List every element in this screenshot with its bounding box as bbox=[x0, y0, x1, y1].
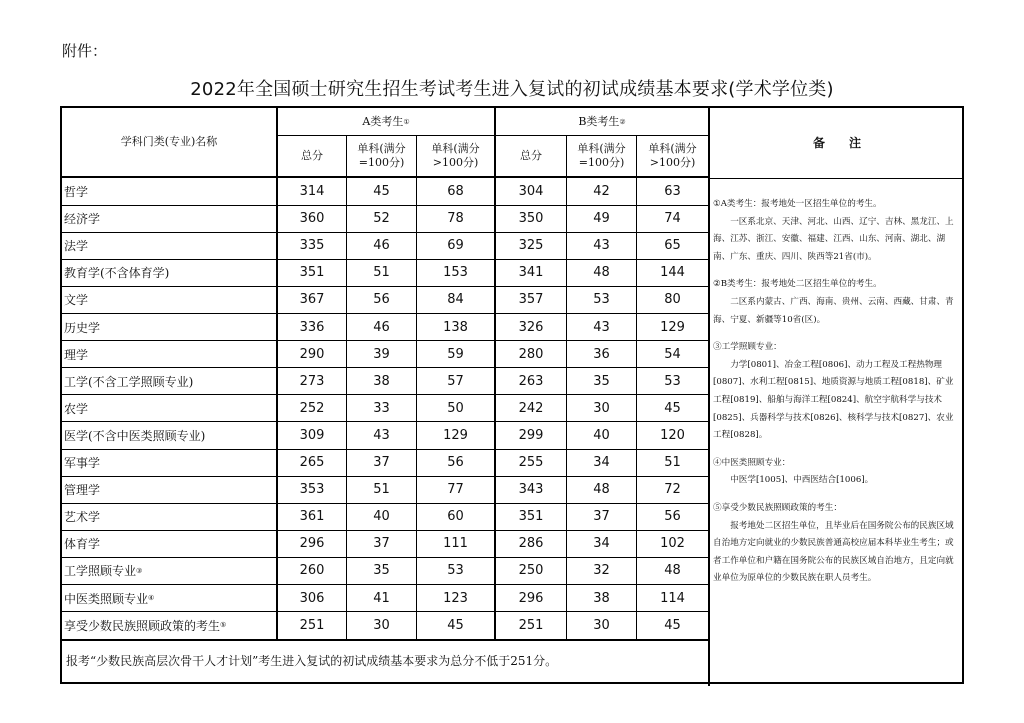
table-cell: 45 bbox=[664, 400, 681, 416]
note-paragraph: ②B类考生：报考地处二区招生单位的考生。 bbox=[713, 279, 882, 290]
notes-column-header: 备 注 bbox=[812, 136, 861, 150]
table-cell: 350 bbox=[518, 211, 544, 227]
group-b-header: B类考生 ② bbox=[578, 114, 626, 128]
table-cell: 286 bbox=[518, 536, 544, 552]
table-cell: 335 bbox=[299, 238, 325, 254]
table-cell: 51 bbox=[373, 482, 390, 498]
table-cell: 43 bbox=[373, 427, 390, 443]
table-cell: 35 bbox=[593, 373, 610, 389]
table-cell: 341 bbox=[518, 265, 544, 281]
note-paragraph: 中医学[1005]、中西医结合[1006]。 bbox=[713, 475, 874, 486]
table-cell: 53 bbox=[664, 373, 681, 389]
table-cell: 144 bbox=[660, 265, 685, 281]
table-cell: 123 bbox=[443, 590, 468, 606]
table-cell: 72 bbox=[664, 482, 681, 498]
table-cell: 34 bbox=[593, 455, 610, 471]
table-cell: 251 bbox=[518, 617, 544, 633]
note-paragraph: ④中医类照顾专业： bbox=[713, 457, 791, 468]
table-cell: 242 bbox=[518, 400, 544, 416]
table-row-label: 理学 bbox=[64, 347, 89, 362]
table-row-label: 经济学 bbox=[64, 212, 101, 227]
note-paragraph: ①A类考生：报考地处一区招生单位的考生。 bbox=[713, 199, 882, 209]
table-cell: 260 bbox=[299, 563, 325, 579]
table-cell: 32 bbox=[593, 563, 610, 579]
table-cell: 299 bbox=[518, 427, 544, 443]
table-cell: 129 bbox=[443, 427, 468, 443]
table-cell: 68 bbox=[447, 184, 464, 200]
table-cell: 56 bbox=[664, 509, 681, 525]
table-cell: 251 bbox=[299, 617, 325, 633]
table-cell: 65 bbox=[664, 238, 681, 254]
a-single-over100-header: 单科(满分 >100分) bbox=[431, 142, 480, 169]
note-paragraph: 二区系内蒙古、广西、海南、贵州、云南、西藏、甘肃、青海、宁夏、新疆等10省(区)。 bbox=[713, 296, 954, 325]
table-cell: 51 bbox=[664, 455, 681, 471]
table-cell: 309 bbox=[299, 427, 325, 443]
table-cell: 74 bbox=[664, 211, 681, 227]
table-cell: 57 bbox=[447, 373, 464, 389]
table-row-label: 农学 bbox=[64, 401, 89, 416]
attachment-label: 附件： bbox=[62, 42, 108, 60]
table-cell: 45 bbox=[664, 617, 681, 633]
subject-column-header: 学科门类(专业)名称 bbox=[120, 135, 218, 148]
table-cell: 30 bbox=[373, 617, 390, 633]
table-cell: 353 bbox=[299, 482, 325, 498]
a-single100-header: 单科(满分 =100分) bbox=[357, 142, 406, 169]
b-single100-header: 单科(满分 =100分) bbox=[577, 142, 626, 169]
table-row-label: 工学照顾专业 ③ bbox=[64, 564, 143, 579]
table-cell: 33 bbox=[373, 400, 390, 416]
table-cell: 41 bbox=[373, 590, 390, 606]
table-cell: 77 bbox=[447, 482, 464, 498]
table-cell: 48 bbox=[593, 482, 610, 498]
table-row-label: 医学(不含中医类照顾专业) bbox=[64, 428, 206, 443]
table-cell: 37 bbox=[373, 536, 390, 552]
table-cell: 250 bbox=[518, 563, 544, 579]
b-single-over100-header: 单科(满分 >100分) bbox=[648, 142, 697, 169]
table-cell: 280 bbox=[518, 346, 544, 362]
table-cell: 361 bbox=[299, 509, 325, 525]
table-cell: 30 bbox=[593, 400, 610, 416]
note-paragraph: 报考地处二区招生单位，且毕业后在国务院公布的民族区域自治地方定向就业的少数民族普通高校应届本科毕业生考生；或者工作单位和户籍在国务院公布的民族区域自治地方，且定向就业单位为原单位的少数民族在职人员考生。 bbox=[713, 520, 954, 584]
table-cell: 304 bbox=[518, 184, 544, 200]
table-cell: 59 bbox=[447, 346, 464, 362]
table-cell: 46 bbox=[373, 238, 390, 254]
table-cell: 43 bbox=[593, 319, 610, 335]
table-cell: 30 bbox=[593, 617, 610, 633]
table-cell: 37 bbox=[373, 455, 390, 471]
table-row-label: 哲学 bbox=[64, 185, 89, 200]
a-total-header: 总分 bbox=[301, 149, 323, 162]
table-cell: 46 bbox=[373, 319, 390, 335]
table-row-label: 军事学 bbox=[64, 456, 101, 471]
table-cell: 63 bbox=[664, 184, 681, 200]
table-cell: 351 bbox=[518, 509, 544, 525]
table-cell: 367 bbox=[299, 292, 325, 308]
table-cell: 48 bbox=[593, 265, 610, 281]
table-row-label: 工学(不含工学照顾专业) bbox=[64, 374, 194, 389]
table-cell: 138 bbox=[443, 319, 468, 335]
table-row-label: 体育学 bbox=[64, 537, 101, 552]
table-row-label: 法学 bbox=[64, 239, 89, 254]
table-cell: 84 bbox=[447, 292, 464, 308]
table-cell: 314 bbox=[299, 184, 325, 200]
table-cell: 52 bbox=[373, 211, 390, 227]
table-row-label: 中医类照顾专业 ④ bbox=[64, 591, 155, 606]
table-cell: 336 bbox=[299, 319, 325, 335]
table-cell: 40 bbox=[593, 427, 610, 443]
note-paragraph: ⑤享受少数民族照顾政策的考生： bbox=[713, 502, 842, 513]
table-cell: 45 bbox=[373, 184, 390, 200]
note-paragraph: 一区系北京、天津、河北、山西、辽宁、吉林、黑龙江、上海、江苏、浙江、安徽、福建、江西、山东、河南、湖北、湖南、广东、重庆、四川、陕西等21省(市)。 bbox=[713, 216, 954, 262]
table-cell: 69 bbox=[447, 238, 464, 254]
table-row-label: 管理学 bbox=[64, 483, 101, 498]
notes-panel bbox=[713, 196, 961, 598]
table-cell: 114 bbox=[660, 590, 685, 606]
table-cell: 290 bbox=[299, 346, 325, 362]
table-cell: 129 bbox=[660, 319, 685, 335]
table-cell: 48 bbox=[664, 563, 681, 579]
table-cell: 35 bbox=[373, 563, 390, 579]
note-paragraph: ③工学照顾专业： bbox=[713, 342, 782, 353]
table-cell: 351 bbox=[299, 265, 325, 281]
table-cell: 111 bbox=[443, 536, 468, 552]
table-cell: 343 bbox=[518, 482, 544, 498]
page-title: 2022年全国硕士研究生招生考试考生进入复试的初试成绩基本要求(学术学位类) bbox=[190, 79, 834, 100]
table-cell: 306 bbox=[299, 590, 325, 606]
table-cell: 296 bbox=[299, 536, 325, 552]
table-row-label: 历史学 bbox=[64, 320, 101, 335]
table-cell: 252 bbox=[299, 400, 325, 416]
table-row-label: 文学 bbox=[64, 293, 89, 308]
table-cell: 53 bbox=[447, 563, 464, 579]
score-table bbox=[60, 106, 964, 684]
table-cell: 43 bbox=[593, 238, 610, 254]
table-cell: 49 bbox=[593, 211, 610, 227]
b-total-header: 总分 bbox=[520, 149, 542, 162]
table-cell: 273 bbox=[299, 373, 325, 389]
table-cell: 102 bbox=[660, 536, 685, 552]
table-cell: 54 bbox=[664, 346, 681, 362]
table-cell: 34 bbox=[593, 536, 610, 552]
table-cell: 78 bbox=[447, 211, 464, 227]
table-cell: 53 bbox=[593, 292, 610, 308]
table-cell: 51 bbox=[373, 265, 390, 281]
table-row-label: 艺术学 bbox=[64, 510, 101, 525]
table-row-label: 享受少数民族照顾政策的考生 ⑤ bbox=[64, 618, 227, 633]
table-cell: 50 bbox=[447, 400, 464, 416]
table-cell: 360 bbox=[299, 211, 325, 227]
table-cell: 38 bbox=[373, 373, 390, 389]
note-paragraph: 力学[0801]、冶金工程[0806]、动力工程及工程热物理[0807]、水利工程[0815]、地质资源与地质工程[0818]、矿业工程[0819]、船舶与海洋工程[0824]、航空宇航科学与技术[0825]、兵器科学与技术[0826]、核科学与技术[0827]、农业工程[0828]。 bbox=[713, 359, 954, 441]
table-cell: 263 bbox=[518, 373, 544, 389]
table-cell: 255 bbox=[518, 455, 544, 471]
table-row-label: 教育学(不含体育学) bbox=[64, 266, 170, 281]
table-cell: 80 bbox=[664, 292, 681, 308]
table-cell: 38 bbox=[593, 590, 610, 606]
table-cell: 40 bbox=[373, 509, 390, 525]
table-cell: 120 bbox=[660, 427, 685, 443]
table-cell: 265 bbox=[299, 455, 325, 471]
table-cell: 357 bbox=[518, 292, 544, 308]
table-cell: 45 bbox=[447, 617, 464, 633]
footnote: 报考“少数民族高层次骨干人才计划”考生进入复试的初试成绩基本要求为总分不低于251分。 bbox=[66, 654, 558, 668]
table-cell: 39 bbox=[373, 346, 390, 362]
table-cell: 296 bbox=[518, 590, 544, 606]
group-a-header: A类考生 ① bbox=[362, 114, 410, 128]
table-cell: 37 bbox=[593, 509, 610, 525]
table-cell: 60 bbox=[447, 509, 464, 525]
table-cell: 36 bbox=[593, 346, 610, 362]
table-cell: 326 bbox=[518, 319, 544, 335]
table-cell: 56 bbox=[373, 292, 390, 308]
table-cell: 153 bbox=[443, 265, 468, 281]
table-cell: 42 bbox=[593, 184, 610, 200]
table-cell: 56 bbox=[447, 455, 464, 471]
table-cell: 325 bbox=[518, 238, 544, 254]
